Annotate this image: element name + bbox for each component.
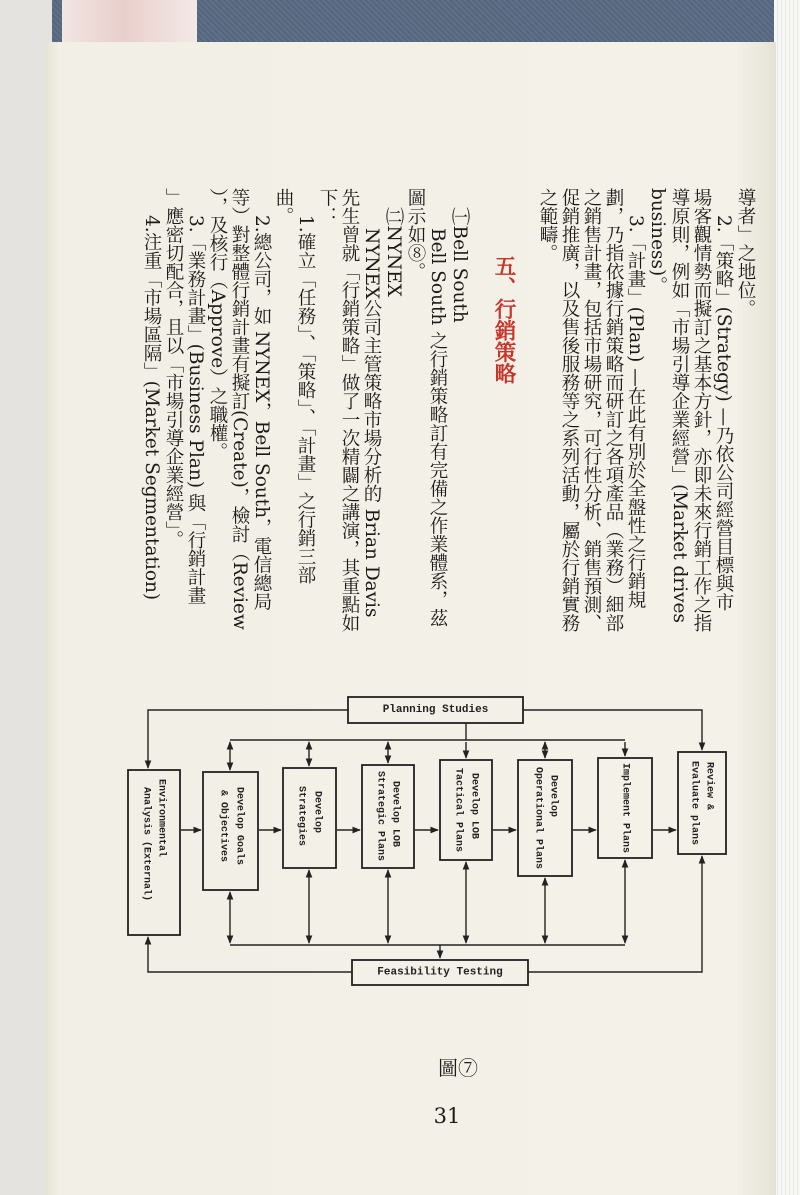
- box-frame: [128, 770, 180, 935]
- diagram-box-lob-tactical-plans: [440, 760, 492, 860]
- text-column: 」應密切配合，且以「市場引導企業經營」。: [163, 188, 184, 549]
- diagram-box-label: Develop: [311, 790, 323, 834]
- connector-line: [528, 856, 702, 972]
- box-frame: [678, 752, 726, 854]
- diagram-box-label: Environmental: [155, 779, 167, 858]
- figure-caption: 圖⑦: [438, 1056, 478, 1080]
- diagram-box-label: Review &: [703, 761, 715, 811]
- diagram-box-label: Develop Goals: [233, 786, 245, 866]
- diagram-box-lob-strategic-plans: [362, 765, 414, 868]
- text-column: 先生曾就「行銷策略」做了一次精闢之講演，其重點如: [339, 188, 360, 632]
- diagram-box-implement-plans: [598, 758, 652, 858]
- text-column: 曲。: [273, 188, 294, 225]
- text-column: 之銷售計畫，包括市場研究，可行性分析、銷售預測、: [581, 188, 602, 632]
- text-column: 之範疇。: [537, 188, 558, 262]
- diagram-box-label: Evaluate plans: [688, 760, 700, 846]
- text-column: 導原則，例如「市場引導企業經營」(Market drives: [669, 188, 690, 624]
- text-column: Bell South 之行銷策略訂有完備之作業體系，茲: [427, 227, 448, 627]
- page-number: 31: [433, 1104, 461, 1128]
- text-column: 4.注重「市場區隔」(Market Segmentation): [141, 214, 162, 600]
- diagram-box-review-evaluate: [678, 752, 726, 854]
- diagram-box-label: Develop LOB: [389, 780, 401, 848]
- diagram-box-label: & Objectives: [217, 789, 229, 863]
- diagram-box-label: Feasibility Testing: [377, 966, 503, 979]
- diagram-box-strategies: [283, 768, 336, 868]
- text-column: 等）對整體行銷計畫有擬訂(Create)，檢討（Review: [229, 188, 250, 630]
- text-column: 導者」之地位。: [735, 188, 756, 318]
- box-frame: [283, 768, 336, 868]
- text-column: NYNEX公司主管策略市場分析的 Brian Davis: [361, 227, 382, 618]
- section-heading: 五、行銷策略: [491, 254, 516, 384]
- connector-line: [148, 937, 352, 972]
- diagram-box-label: Planning Studies: [382, 704, 489, 716]
- text-column: 場客觀情勢而擬訂之基本方針，亦即未來行銷工作之指: [691, 188, 712, 632]
- diagram-box-goals-objectives: [203, 772, 258, 890]
- text-column: ㈠Bell South: [449, 207, 470, 324]
- text-column: 促銷推廣，以及售後服務等之系列活動，屬於行銷實務: [559, 188, 580, 632]
- text-column: 3.「計畫」(Plan) —在此有別於全盤性之行銷規: [625, 214, 646, 609]
- connector-line: [523, 710, 702, 750]
- text-column: 3.「業務計畫」(Business Plan) 與「行銷計畫: [185, 214, 206, 605]
- diagram-box-label: Implement Plans: [619, 762, 631, 854]
- diagram-box-planning-studies: [348, 697, 523, 723]
- box-frame: [440, 760, 492, 860]
- vertical-text-block: [140, 188, 756, 658]
- box-frame: [362, 765, 414, 868]
- cover-label: [62, 0, 197, 42]
- box-frame: [203, 772, 258, 890]
- diagram-box-label: Strategies: [295, 785, 307, 847]
- diagram-box-label: Tactical Plans: [452, 767, 464, 853]
- flow-diagram: [118, 686, 740, 998]
- text-column: ㈡NYNEX: [383, 207, 404, 298]
- diagram-box-label: Develop: [547, 774, 559, 818]
- text-column: business)。: [647, 188, 668, 295]
- text-column: 2.總公司，如 NYNEX，Bell South，電信總局: [251, 214, 272, 611]
- diagram-box-environmental-analysis: [128, 770, 180, 935]
- diagram-box-operational-plans: [518, 760, 572, 876]
- diagram-box-label: Analysis (External): [140, 787, 152, 902]
- text-column: 2.「策略」(Strategy) —乃依公司經營目標與市: [713, 214, 734, 611]
- box-frame: [518, 760, 572, 876]
- text-column: 下：: [317, 188, 338, 225]
- text-column: 圖示如⑧。: [405, 188, 426, 281]
- text-column: ），及核行（Approve）之職權。: [207, 188, 228, 461]
- diagram-connectors: [148, 710, 702, 972]
- text-column: 1.確立「任務」、「策略」、「計畫」之行銷三部: [295, 214, 316, 584]
- diagram-box-label: Develop LOB: [468, 772, 480, 840]
- diagram-box-label: Strategic Plans: [374, 770, 386, 862]
- diagram-box-label: Operational Plans: [532, 766, 544, 870]
- connector-line: [148, 710, 348, 768]
- page-edges: [774, 0, 800, 1195]
- text-column: 劃，乃指依據行銷策略而研訂之各項產品（業務）細部: [603, 188, 624, 632]
- diagram-box-feasibility-testing: [352, 960, 528, 985]
